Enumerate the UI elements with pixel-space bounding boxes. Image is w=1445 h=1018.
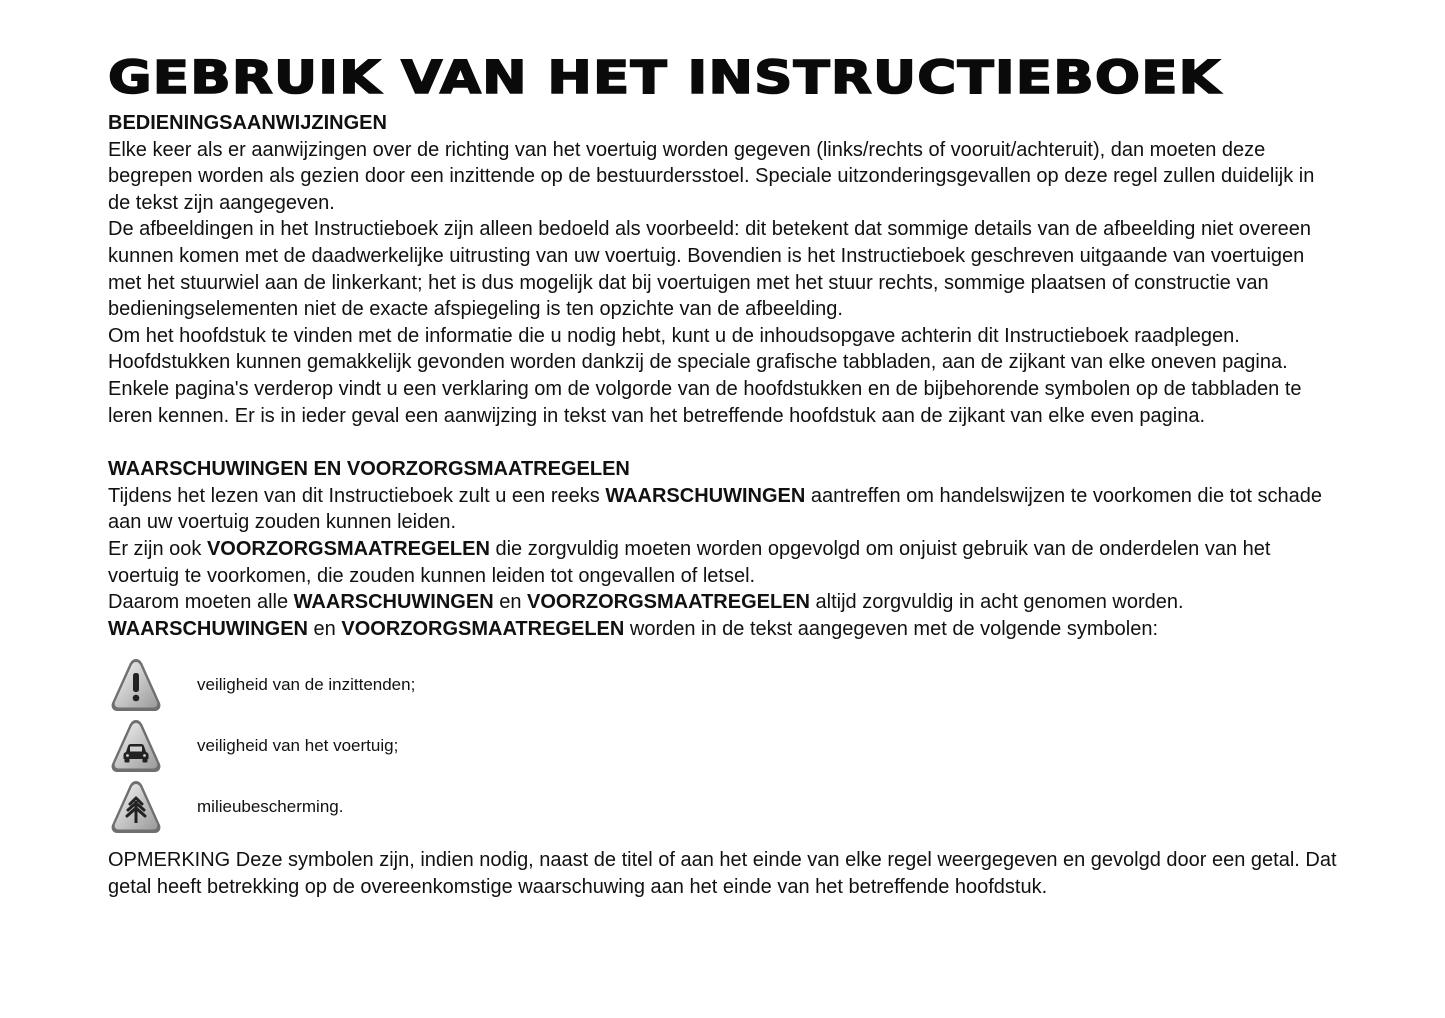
text-run: Tijdens het lezen van dit Instructieboek zult u een reeks bbox=[108, 484, 606, 507]
text-run: die zorgvuldig moeten worden opgevolgd om onjuist gebruik van de onderdelen van het voertuig te voorkomen, die zouden kunnen leiden tot ongevallen of letsel. bbox=[108, 537, 1271, 587]
emphasis-text: WAARSCHUWINGEN bbox=[605, 484, 806, 507]
text-run: en bbox=[308, 617, 342, 640]
warning-exclamation-icon bbox=[108, 655, 164, 715]
emphasis-text: WAARSCHUWINGEN bbox=[293, 591, 494, 614]
text-run: Daarom moeten alle bbox=[108, 591, 294, 614]
emphasis-text: VOORZORGSMAATREGELEN bbox=[527, 591, 810, 614]
text-run: en bbox=[493, 591, 528, 614]
section-spacer bbox=[108, 429, 1338, 456]
text-run: worden in de tekst aangegeven met de volgende symbolen: bbox=[624, 617, 1159, 640]
symbol-item bbox=[108, 654, 1338, 715]
paragraph bbox=[108, 616, 1338, 643]
symbol-list bbox=[108, 654, 1338, 837]
text-run: Er zijn ook bbox=[108, 537, 207, 560]
warning-car-icon bbox=[108, 716, 164, 776]
paragraph: Hoofdstukken kunnen gemakkelijk gevonden worden dankzij de speciale grafische tabbladen, aan de zijkant van elke oneven pagina. Enkele pagina's verderop vindt u een verklaring om de volgorde van de hoofdstukken en de bijbehorende symbolen op de tabbladen te leren kennen. Er is in ieder geval een aanwijzing in tekst van het betreffende hoofdstuk aan de zijkant van elke even pagina. bbox=[108, 351, 1302, 427]
symbol-item bbox=[108, 776, 1338, 837]
emphasis-text: VOORZORGSMAATREGELEN bbox=[206, 537, 490, 560]
warning-tree-icon bbox=[108, 777, 164, 837]
section-heading-operating-instructions: BEDIENINGSAANWIJZINGEN bbox=[108, 112, 387, 134]
section-heading-warnings: WAARSCHUWINGEN EN VOORZORGSMAATREGELEN bbox=[108, 458, 630, 481]
paragraph: Om het hoofdstuk te vinden met de informatie die u nodig hebt, kunt u de inhoudsopgave achterin dit Instructieboek raadplegen. bbox=[108, 324, 1240, 347]
symbol-label: veiligheid van het voertuig; bbox=[197, 735, 399, 755]
paragraph: Elke keer als er aanwijzingen over de richting van het voertuig worden gegeven (links/rechts of vooruit/achteruit), dan moeten deze begrepen worden als gezien door een inzittende op de bestuurdersstoel. Speciale uitzonderingsgevallen op deze regel zullen duidelijk in de tekst zijn aangegeven. bbox=[108, 138, 1315, 214]
paragraph: De afbeeldingen in het Instructieboek zijn alleen bedoeld als voorbeeld: dit betekent dat sommige details van de afbeelding niet overeen kunnen komen met de daadwerkelijke uitrusting van uw voertuig. Bovendien is het Instructieboek geschreven uitgaande van voertuigen met het stuurwiel aan de linkerkant; het is dus mogelijk dat bij voertuigen met het stuur rechts, sommige plaatsen of constructie van bedieningselementen niet de exacte afspiegeling is ten opzichte van de afbeelding. bbox=[108, 218, 1312, 321]
symbol-item bbox=[108, 715, 1338, 776]
paragraph bbox=[108, 536, 1338, 589]
paragraph bbox=[108, 483, 1338, 536]
text-run: aantreffen om handelswijzen te voorkomen die tot schade aan uw voertuig zouden kunnen leiden. bbox=[108, 484, 1322, 534]
text-run: altijd zorgvuldig in acht genomen worden. bbox=[809, 591, 1184, 614]
emphasis-text: WAARSCHUWINGEN bbox=[108, 617, 308, 640]
symbol-label: veiligheid van de inzittenden; bbox=[197, 674, 416, 694]
note-paragraph: OPMERKING Deze symbolen zijn, indien nodig, naast de titel of aan het einde van elke regel weergegeven en gevolgd door een getal. Dat getal heeft betrekking op de overeenkomstige waarschuwing aan het einde van het betreffende hoofdstuk. bbox=[108, 849, 1337, 898]
symbol-label: milieubescherming. bbox=[197, 796, 344, 816]
page-title: GEBRUIK VAN HET INSTRUCTIEBOEK bbox=[108, 51, 1221, 104]
paragraph bbox=[108, 589, 1338, 616]
emphasis-text: VOORZORGSMAATREGELEN bbox=[341, 617, 625, 640]
manual-page bbox=[108, 48, 1338, 900]
